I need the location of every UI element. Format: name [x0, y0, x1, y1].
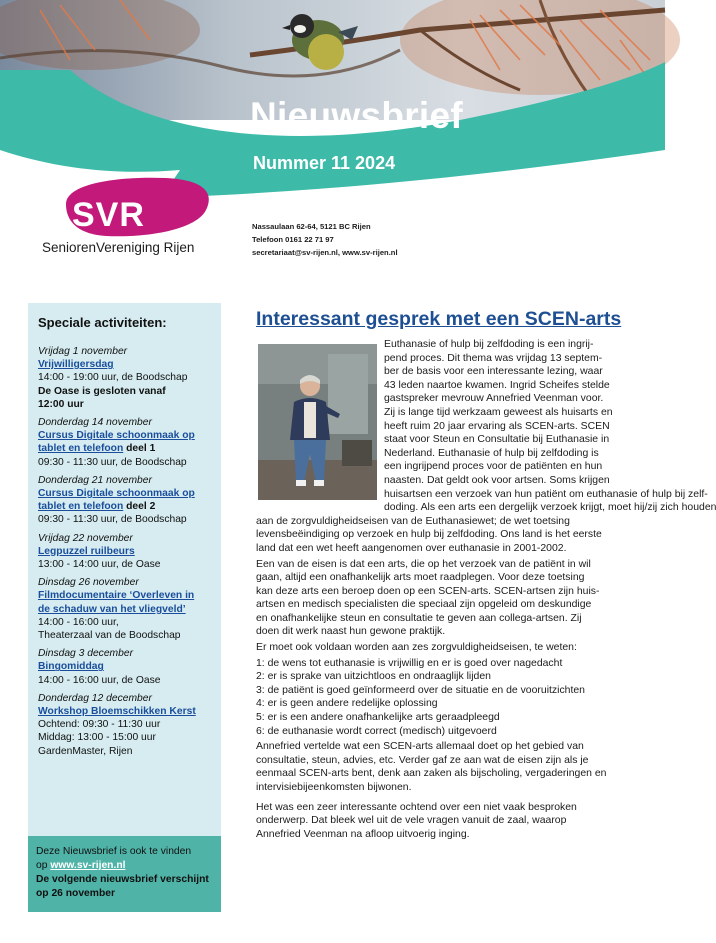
activities-sidebar [28, 303, 221, 912]
svr-logo [42, 172, 222, 262]
text-line: naasten. Dat geldt ook voor artsen. Soms krijgen [384, 474, 610, 486]
text-line: 2: er is sprake van uitzichtloos en ondraaglijk lijden [256, 671, 491, 683]
text-line: 4: er is geen andere redelijke oplossing [256, 698, 438, 710]
text-line: 43 leden naartoe kwamen. Ingrid Scheifes stelde [384, 379, 610, 391]
text-line: heeft ruim 20 jaar ervaring als SCEN-arts. SCEN [384, 420, 610, 432]
header-banner [0, 0, 665, 200]
text-line: staat voor Steun en Consultatie bij Euthanasie in [384, 434, 610, 446]
event-link[interactable]: Cursus Digitale schoonmaak op [38, 488, 195, 500]
event-link[interactable]: Filmdocumentaire ‘Overleven in [38, 590, 195, 602]
text-line: Euthanasie of hulp bij zelfdoding is een ingrij- [384, 339, 594, 350]
logo-text: SVR [72, 196, 145, 234]
event-time-location: Ochtend: 09:30 - 11:30 uur [38, 719, 161, 731]
event-link[interactable]: Vrijwilligersdag [38, 359, 114, 371]
text-line: Het was een zeer interessante ochtend over een niet vaak besproken [256, 801, 577, 813]
event-item [38, 474, 218, 527]
contact-address [252, 221, 398, 259]
event-date: Donderdag 21 november [38, 474, 152, 486]
text-line: Nederland. Euthanasie of hulp bij zelfdoding is [384, 447, 599, 459]
text-line: een ingrijpend proces voor de patiënten en hun [384, 461, 603, 473]
event-time-location: Theaterzaal van de Boodschap [38, 630, 181, 642]
event-time-location: GardenMaster, Rijen [38, 745, 133, 757]
text-line: eenmaal SCEN-arts bent, denk aan zaken als bijscholing, vergaderingen en [256, 768, 607, 780]
text-line: ber de basis voor een interessante lezing, waar [384, 366, 603, 378]
sidebar-title: Speciale activiteiten: [38, 315, 167, 330]
phone-line: Telefoon 0161 22 71 97 [252, 234, 334, 244]
event-item [38, 647, 218, 687]
event-part: deel 2 [123, 501, 156, 513]
event-link[interactable]: Legpuzzel ruilbeurs [38, 545, 135, 557]
event-link[interactable]: tablet en telefoon [38, 501, 124, 513]
event-item [38, 576, 218, 642]
text-line: onderwerp. Dat bleek wel uit de vele vragen vanuit de zaal, waarop [256, 815, 567, 827]
event-item [38, 692, 218, 758]
event-date: Vrijdag 1 november [38, 346, 128, 357]
event-item [38, 416, 218, 469]
text-line: pend proces. Dit thema was vrijdag 13 septem- [384, 352, 603, 364]
organization-name: SeniorenVereniging Rijen [42, 240, 195, 255]
paragraph-closing [256, 801, 649, 842]
paragraph-tasks [256, 740, 649, 794]
event-time-location: 14:00 - 16:00 uur, [38, 616, 119, 628]
issue-number: Nummer 11 2024 [253, 153, 396, 173]
text-line: doen dit werk naast hun gewone praktijk. [256, 626, 446, 638]
event-link[interactable]: Bingomiddag [38, 661, 104, 673]
event-date: Dinsdag 26 november [38, 577, 139, 589]
text-line: 1: de wens tot euthanasie is vrijwillig en er is goed over nagedacht [256, 657, 563, 669]
email-web-line: secretariaat@sv-rijen.nl, www.sv-rijen.nl [252, 247, 398, 257]
event-note: De Oase is gesloten vanaf [38, 385, 166, 397]
text-line: land dat een wet heeft aangenomen over euthanasie in 2001-2002. [256, 542, 567, 554]
event-link[interactable]: Cursus Digitale schoonmaak op [38, 430, 195, 442]
footer-line [36, 859, 221, 873]
article-title: Interessant gesprek met een SCEN-arts [256, 308, 622, 330]
event-link[interactable]: Workshop Bloemschikken Kerst [38, 706, 196, 718]
event-time-location: 13:00 - 14:00 uur, de Oase [38, 559, 161, 571]
text-line: levensbeëindiging op verzoek en hulp bij zelfdoding. Ons land is het eerste [256, 529, 602, 541]
text-line: 5: er is een andere onafhankelijke arts geraadpleegd [256, 712, 500, 724]
article-body [256, 338, 716, 843]
event-time-location: Middag: 13:00 - 15:00 uur [38, 732, 156, 744]
event-time-location: 09:30 - 11:30 uur, de Boodschap [38, 514, 187, 526]
event-part: deel 1 [123, 443, 156, 455]
website-link[interactable]: www.sv-rijen.nl [50, 860, 126, 871]
text-line: Zij is lange tijd werkzaam geweest als huisarts en [384, 406, 613, 418]
address-line: Nassaulaan 62-64, 5121 BC Rijen [252, 222, 371, 231]
requirements-list [256, 657, 649, 739]
event-list [38, 345, 218, 763]
event-date: Donderdag 12 december [38, 692, 152, 704]
text-line: Een van de eisen is dat een arts, die op het verzoek van de patiënt in wil [256, 558, 591, 570]
text-line: 6: de euthanasie wordt correct (medisch) uitgevoerd [256, 725, 497, 737]
footer-line: Deze Nieuwsbrief is ook te vinden [36, 846, 192, 857]
event-note: 12:00 uur [38, 398, 84, 410]
text-line: artsen en medisch specialisten die speciaal zijn opgeleid om deskundige [256, 599, 592, 611]
event-link[interactable]: de schaduw van het vliegveld’ [38, 603, 186, 615]
footer-line: op 26 november [36, 888, 115, 899]
text-line: aan de zorgvuldigheidseisen van de Euthanasiewet; de wet toetsing [256, 515, 570, 527]
paragraph-scen [256, 558, 649, 640]
text-line: gastspreker mevrouw Annefried Veenman voor. [384, 393, 604, 405]
text-line: gaan, altijd een onafhankelijk arts moet raadplegen. Voor deze toetsing [256, 572, 585, 584]
event-item [38, 532, 218, 572]
list-intro: Er moet ook voldaan worden aan zes zorgvuldigheidseisen, te weten: [256, 642, 577, 654]
text-line: consultatie, steun, advies, etc. Verder gaf ze aan wat de eisen zijn als je [256, 754, 589, 766]
sidebar-footer [28, 836, 221, 912]
text-line: kan deze arts een beroep doen op een SCEN-arts. SCEN-artsen zijn huis- [256, 585, 600, 597]
text-line: intervisiebijeenkomsten bijwonen. [256, 782, 412, 793]
event-date: Dinsdag 3 december [38, 648, 134, 660]
newsletter-title: Nieuwsbrief [250, 95, 464, 136]
event-time-location: 09:30 - 11:30 uur, de Boodschap [38, 456, 187, 468]
event-date: Donderdag 14 november [38, 417, 152, 429]
footer-line: De volgende nieuwsbrief verschijnt [36, 874, 209, 885]
text-line: Annefried Veenman na afloop uitvoerig inging. [256, 828, 470, 840]
text-line: huisartsen een verzoek van hun patiënt om euthanasie of hulp bij zelf- [384, 488, 708, 500]
event-link[interactable]: tablet en telefoon [38, 443, 124, 455]
text-line: doding. Als een arts een dergelijk verzoek krijgt, moet hij/zij zich houden [384, 502, 716, 514]
text-line: Annefried vertelde wat een SCEN-arts allemaal doet op het gebied van [256, 741, 584, 753]
photo-float-spacer [256, 338, 384, 506]
text-line: 3: de patiënt is goed geïnformeerd over de situatie en de vooruitzichten [256, 684, 585, 696]
event-date: Vrijdag 22 november [38, 532, 133, 544]
footer-prefix: op [36, 860, 51, 871]
event-time-location: 14:00 - 16:00 uur, de Oase [38, 674, 161, 686]
event-time-location: 14:00 - 19:00 uur, de Boodschap [38, 372, 188, 384]
text-line: en onafhankelijke steun en consultatie te geven aan collega-artsen. Zij [256, 612, 582, 624]
event-item [38, 345, 218, 411]
